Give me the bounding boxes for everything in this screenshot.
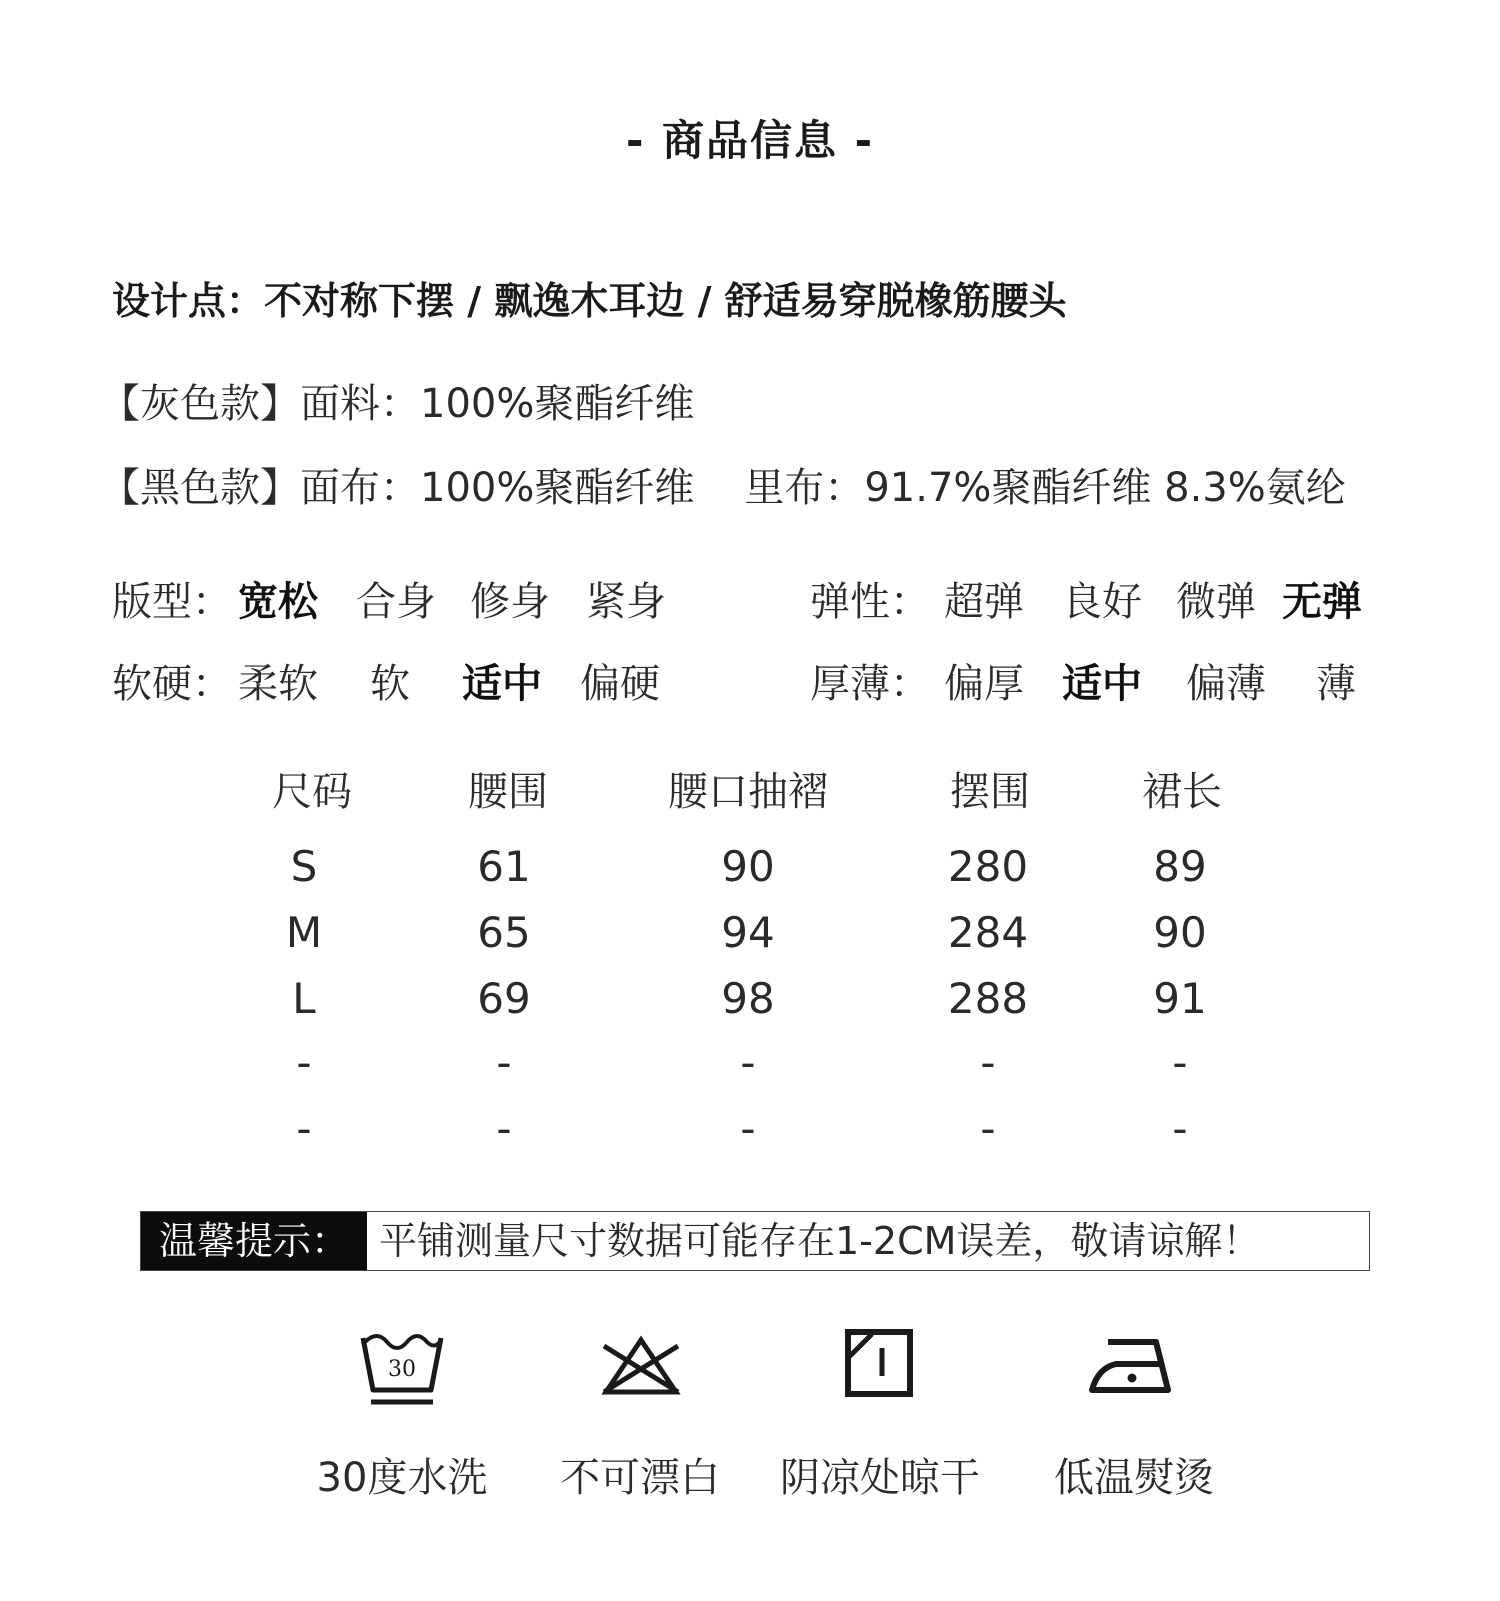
size-table-header: 腰围 bbox=[468, 769, 548, 815]
softness-option: 软 bbox=[370, 661, 410, 707]
size-table-cell: 94 bbox=[721, 908, 775, 957]
fabric-black bbox=[100, 456, 1346, 513]
fabric-black-text: 面布：100%聚酯纤维 bbox=[300, 465, 695, 511]
low-iron-icon bbox=[1086, 1318, 1176, 1408]
size-table-cell: - bbox=[496, 1104, 512, 1153]
size-table-cell: S bbox=[290, 842, 318, 891]
fit-label: 版型： bbox=[112, 579, 232, 625]
size-table-cell: 98 bbox=[721, 974, 775, 1023]
elasticity-option: 良好 bbox=[1062, 579, 1142, 625]
size-table-cell: 61 bbox=[477, 842, 531, 891]
size-table-header: 尺码 bbox=[272, 769, 352, 815]
size-table-cell: - bbox=[980, 1038, 996, 1087]
size-table-header: 腰口抽褶 bbox=[668, 769, 828, 815]
size-table-cell: - bbox=[1172, 1038, 1188, 1087]
fit-option: 宽松 bbox=[238, 579, 318, 625]
thickness-option: 偏薄 bbox=[1186, 661, 1266, 707]
softness-option: 适中 bbox=[462, 661, 542, 707]
attr-row-fit bbox=[0, 570, 1500, 625]
wash-30-icon bbox=[357, 1328, 447, 1418]
size-table-cell: - bbox=[740, 1038, 756, 1087]
no-bleach-icon bbox=[596, 1318, 686, 1408]
care-label-dry: 阴凉处晾干 bbox=[780, 1455, 980, 1501]
tip-label: 温馨提示： bbox=[141, 1212, 367, 1270]
size-table-cell: 284 bbox=[947, 908, 1029, 957]
size-table-cell: 90 bbox=[721, 842, 775, 891]
fabric-black-tag: 【黑色款】 bbox=[100, 465, 300, 511]
fit-option: 修身 bbox=[470, 579, 550, 625]
size-table-cell: - bbox=[1172, 1104, 1188, 1153]
elasticity-option: 无弹 bbox=[1282, 579, 1362, 625]
fabric-black-lining: 里布：91.7%聚酯纤维 8.3%氨纶 bbox=[744, 465, 1346, 511]
softness-option: 偏硬 bbox=[580, 661, 660, 707]
size-table-cell: M bbox=[285, 908, 323, 957]
size-table-cell: - bbox=[980, 1104, 996, 1153]
thickness-label: 厚薄： bbox=[810, 661, 930, 707]
elasticity-option: 微弹 bbox=[1176, 579, 1256, 625]
size-table-cell: 91 bbox=[1153, 974, 1207, 1023]
tip-box bbox=[140, 1211, 1370, 1271]
elasticity-option: 超弹 bbox=[944, 579, 1024, 625]
thickness-option: 适中 bbox=[1062, 661, 1142, 707]
softness-option: 柔软 bbox=[238, 661, 318, 707]
care-label-wash: 30度水洗 bbox=[316, 1455, 488, 1501]
design-points: 设计点：不对称下摆 / 飘逸木耳边 / 舒适易穿脱橡筋腰头 bbox=[112, 279, 1067, 323]
elasticity-label: 弹性： bbox=[810, 579, 930, 625]
size-table-cell: L bbox=[292, 974, 316, 1023]
care-label-iron: 低温熨烫 bbox=[1054, 1455, 1214, 1501]
size-table-header: 摆围 bbox=[950, 769, 1030, 815]
size-table-cell: - bbox=[740, 1104, 756, 1153]
softness-label: 软硬： bbox=[112, 661, 232, 707]
tip-text: 平铺测量尺寸数据可能存在1-2CM误差，敬请谅解！ bbox=[379, 1219, 1261, 1263]
size-table-cell: 90 bbox=[1153, 908, 1207, 957]
size-table-cell: 288 bbox=[947, 974, 1029, 1023]
fabric-gray bbox=[100, 372, 694, 429]
size-table-cell: 65 bbox=[477, 908, 531, 957]
size-table-header: 裙长 bbox=[1142, 769, 1222, 815]
wash-temp-text: 30 bbox=[388, 1357, 416, 1382]
care-label-bleach: 不可漂白 bbox=[560, 1455, 720, 1501]
fit-option: 合身 bbox=[356, 579, 436, 625]
fit-option: 紧身 bbox=[586, 579, 666, 625]
thickness-option: 偏厚 bbox=[944, 661, 1024, 707]
fabric-gray-tag: 【灰色款】 bbox=[100, 381, 300, 427]
size-table-cell: - bbox=[496, 1038, 512, 1087]
fabric-gray-text: 面料：100%聚酯纤维 bbox=[300, 381, 695, 427]
size-table-cell: 280 bbox=[947, 842, 1029, 891]
size-table-cell: 89 bbox=[1153, 842, 1207, 891]
attr-row-softness bbox=[0, 652, 1500, 707]
size-table-cell: - bbox=[296, 1038, 312, 1087]
shade-dry-icon bbox=[834, 1318, 924, 1408]
size-table-cell: - bbox=[296, 1104, 312, 1153]
size-table-cell: 69 bbox=[477, 974, 531, 1023]
page-title: - 商品信息 - bbox=[625, 116, 875, 165]
thickness-option: 薄 bbox=[1316, 661, 1356, 707]
